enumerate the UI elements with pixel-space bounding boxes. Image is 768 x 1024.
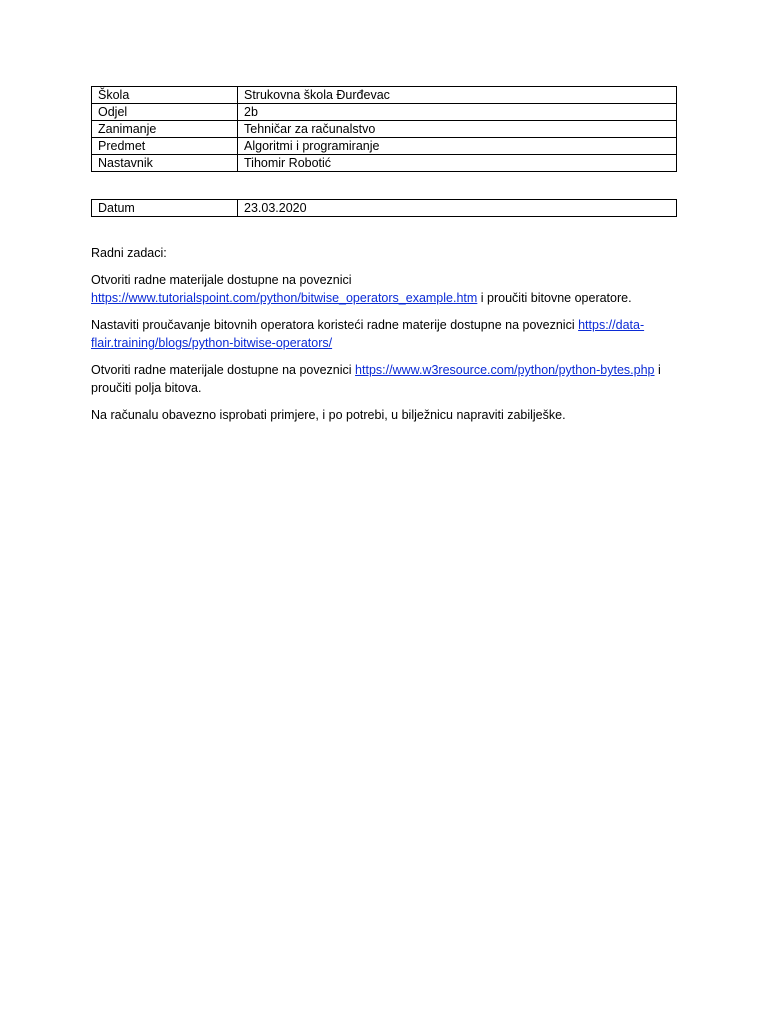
table-row bbox=[92, 104, 677, 121]
task-content bbox=[91, 244, 661, 433]
date-label: Datum bbox=[92, 200, 238, 217]
task-paragraph-3 bbox=[91, 361, 661, 397]
row-label-predmet: Predmet bbox=[92, 138, 238, 155]
row-value-predmet: Algoritmi i programiranje bbox=[238, 138, 677, 155]
table-row bbox=[92, 200, 677, 217]
row-value-odjel: 2b bbox=[238, 104, 677, 121]
row-value-zanimanje: Tehničar za računalstvo bbox=[238, 121, 677, 138]
tutorialspoint-link[interactable]: https://www.tutorialspoint.com/python/bitwise_operators_example.htm bbox=[91, 291, 478, 305]
info-table bbox=[91, 86, 677, 172]
row-value-nastavnik: Tihomir Robotić bbox=[238, 155, 677, 172]
task-paragraph-1 bbox=[91, 271, 661, 307]
task-3-text-end: i proučiti polja bitova. bbox=[91, 363, 661, 395]
task-1-text: Otvoriti radne materijale dostupne na poveznici bbox=[91, 273, 352, 287]
row-label-odjel: Odjel bbox=[92, 104, 238, 121]
task-1-text-end: i proučiti bitovne operatore. bbox=[477, 291, 632, 305]
task-3-text: Otvoriti radne materijale dostupne na poveznici bbox=[91, 363, 356, 377]
tasks-heading: Radni zadaci: bbox=[91, 246, 167, 260]
table-row bbox=[92, 155, 677, 172]
task-2-text: Nastaviti proučavanje bitovnih operatora koristeći radne materije dostupne na poveznici bbox=[91, 318, 579, 332]
table-row bbox=[92, 121, 677, 138]
row-value-skola: Strukovna škola Đurđevac bbox=[238, 87, 677, 104]
table-row bbox=[92, 87, 677, 104]
task-paragraph-2 bbox=[91, 316, 661, 352]
row-label-nastavnik: Nastavnik bbox=[92, 155, 238, 172]
task-paragraph-4: Na računalu obavezno isprobati primjere, i po potrebi, u bilježnicu napraviti zabilješke. bbox=[91, 408, 566, 422]
row-label-zanimanje: Zanimanje bbox=[92, 121, 238, 138]
w3resource-link[interactable]: https://www.w3resource.com/python/python-bytes.php bbox=[355, 363, 655, 377]
table-row bbox=[92, 138, 677, 155]
row-label-skola: Škola bbox=[92, 87, 238, 104]
date-table bbox=[91, 199, 677, 217]
date-value: 23.03.2020 bbox=[238, 200, 677, 217]
data-flair-link[interactable]: https://data-flair.training/blogs/python-bitwise-operators/ bbox=[91, 318, 645, 350]
